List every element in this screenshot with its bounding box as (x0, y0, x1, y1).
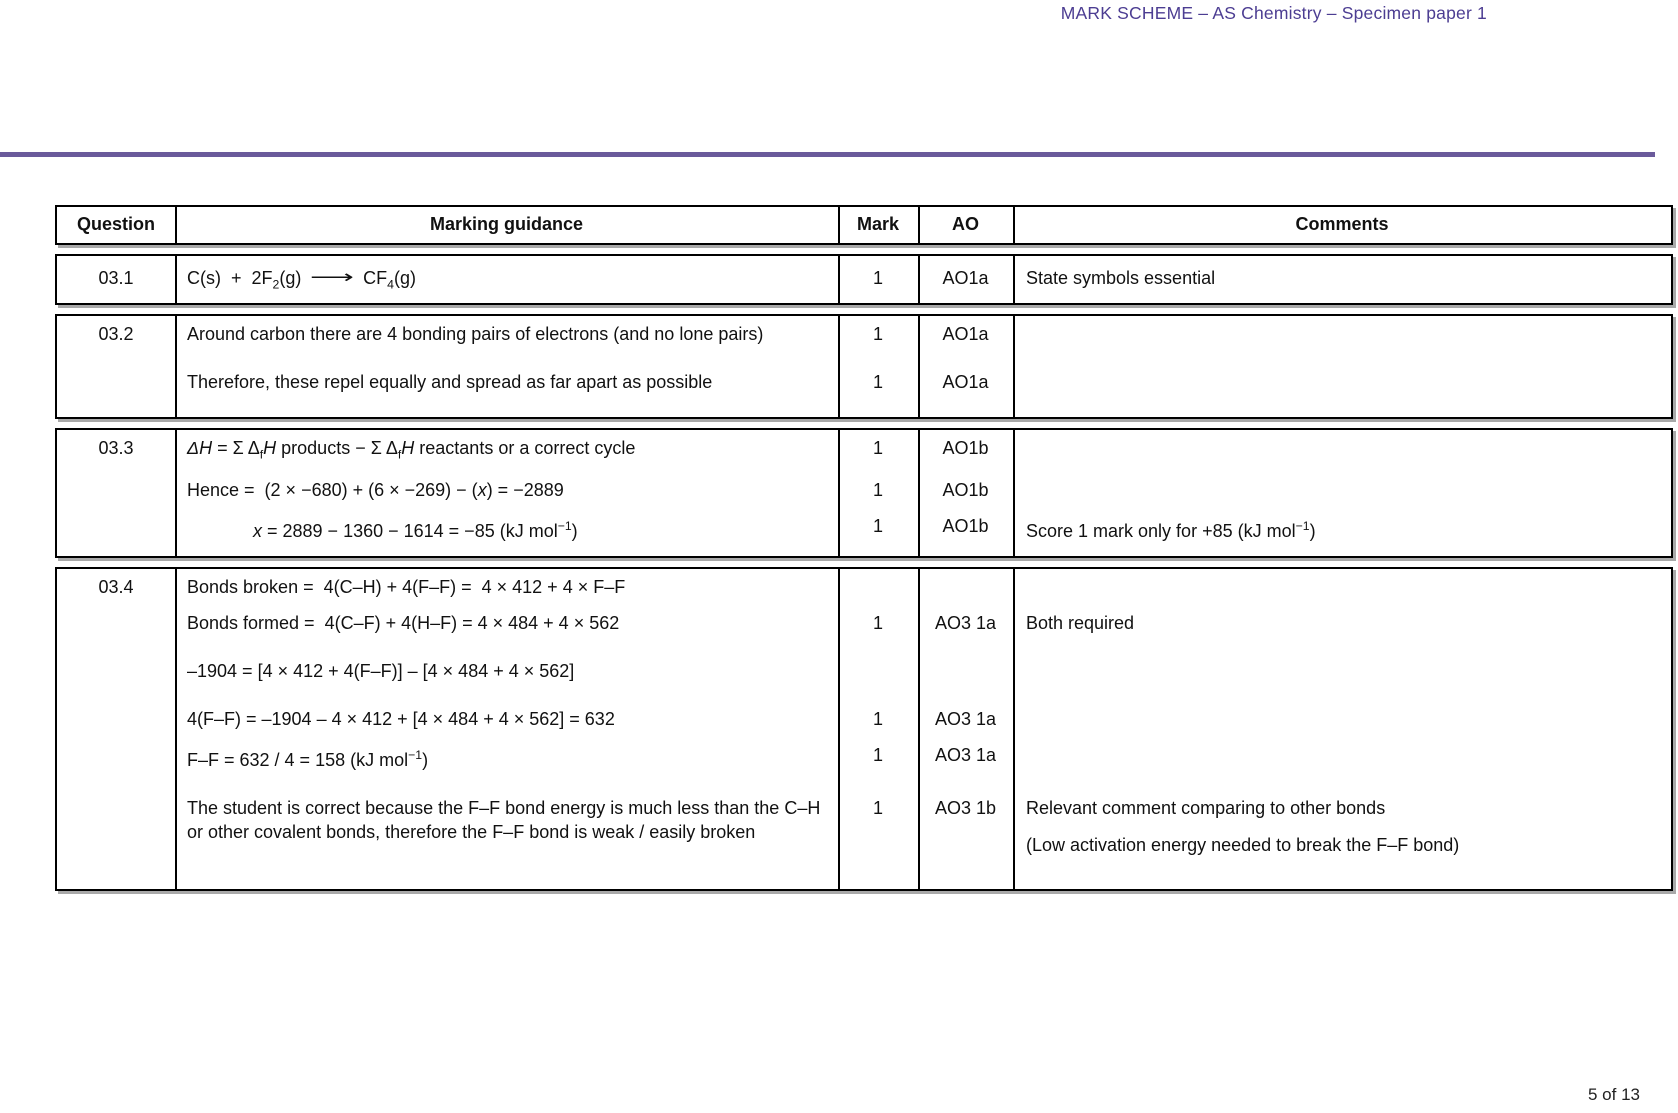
column-header-mark: Mark (856, 214, 900, 234)
page-number: 5 of 13 (1588, 1085, 1640, 1104)
guidance-text: F–F = 632 / 4 = 158 (kJ mol$^{-1}$) (187, 747, 429, 770)
column-divider (838, 256, 840, 303)
column-divider (838, 316, 840, 417)
question-number: 03.1 (98, 268, 134, 288)
comment-cell (1013, 689, 1671, 737)
ao-value (918, 569, 1013, 605)
column-divider (175, 256, 177, 303)
guidance-text: x = 2889 − 1360 − 1614 = −85 (kJ mol$^{-1}$) (253, 519, 578, 542)
mark-value (838, 569, 918, 605)
guidance-text: Therefore, these repel equally and spread as far apart as possible (187, 371, 713, 392)
ao-value: AO1a (942, 323, 989, 344)
column-divider (838, 569, 840, 889)
mark-value: 1 (872, 268, 883, 288)
mark-value: 1 (872, 371, 883, 392)
column-divider (1013, 316, 1015, 417)
mark-value (838, 641, 918, 689)
question-number: 03.2 (98, 323, 134, 344)
column-header-marking-guidance: Marking guidance (429, 214, 584, 234)
ao-value: AO1b (942, 480, 989, 501)
column-divider (918, 430, 920, 556)
ao-value: AO3 1a (934, 744, 997, 765)
comment-text: (Low activation energy needed to break the F–F bond) (1026, 834, 1460, 855)
mark-value: 1 (872, 323, 883, 344)
column-divider (1013, 256, 1015, 303)
mark-value: 1 (872, 437, 883, 458)
guidance-text: Hence = (2 × −680) + (6 × −269) − (x) = −2889 (187, 480, 564, 501)
column-divider (918, 316, 920, 417)
ao-value: AO1b (942, 516, 989, 537)
column-divider (175, 569, 177, 889)
mark-value: 1 (872, 516, 883, 537)
guidance-text: $C(s) + 2F_2(g)$ ⟶ $CF_4(g)$ (187, 267, 416, 292)
column-divider (918, 256, 920, 303)
question-row-03-1 (55, 254, 1673, 305)
comment-cell (1013, 778, 1671, 863)
comment-text: Both required (1026, 612, 1135, 633)
column-divider (1013, 207, 1015, 243)
ao-value: AO3 1a (934, 612, 997, 633)
question-row-03-2 (55, 314, 1673, 419)
guidance-text: Bonds broken = 4(C–H) + 4(F–F) = 4 × 412 + 4 × F–F (187, 576, 626, 597)
header-divider-rule (0, 152, 1655, 157)
ao-value: AO1a (942, 371, 989, 392)
column-divider (838, 207, 840, 243)
comment-cell (1013, 641, 1671, 689)
mark-value: 1 (872, 612, 883, 633)
column-divider (918, 569, 920, 889)
mark-value: 1 (872, 480, 883, 501)
question-row-03-3 (55, 428, 1673, 558)
mark-value: 1 (872, 744, 883, 765)
guidance-text: The student is correct because the F–F bond energy is much less than the C–H or other covalent bonds, therefore the F–F bond is weak / easily broken (187, 797, 821, 842)
ao-value: AO3 1b (934, 797, 997, 818)
guidance-text: ΔH = Σ $\Delta_fH$ products − Σ $\Delta_fH$ reactants or a correct cycle (187, 437, 636, 462)
column-divider (175, 207, 177, 243)
document-title: MARK SCHEME – AS Chemistry – Specimen paper 1 (1060, 3, 1487, 23)
table-header-row (55, 205, 1673, 245)
comment-cell (1013, 605, 1671, 641)
mark-scheme-table (55, 205, 1673, 900)
column-divider (1013, 569, 1015, 889)
column-header-question: Question (76, 214, 155, 234)
guidance-text: 4(F–F) = –1904 – 4 × 412 + [4 × 484 + 4 × 562] = 632 (187, 708, 615, 729)
ao-value (918, 641, 1013, 689)
mark-value: 1 (872, 708, 883, 729)
comment-cell (1013, 352, 1671, 400)
comment-cell (1013, 569, 1671, 605)
comment-text: Score 1 mark only for +85 (kJ mol$^{-1}$) (1026, 519, 1316, 542)
comment-cell (1013, 737, 1671, 778)
comment-cell (1013, 430, 1671, 473)
comment-text: State symbols essential (1026, 268, 1216, 288)
mark-value: 1 (872, 797, 883, 818)
ao-value: AO1b (942, 437, 989, 458)
question-number: 03.4 (98, 576, 134, 597)
ao-value: AO1a (942, 268, 989, 288)
column-divider (838, 430, 840, 556)
guidance-text: Bonds formed = 4(C–F) + 4(H–F) = 4 × 484 + 4 × 562 (187, 612, 620, 633)
comment-cell (1013, 508, 1671, 549)
comment-cell (1013, 472, 1671, 508)
guidance-text: –1904 = [4 × 412 + 4(F–F)] – [4 × 484 + 4 × 562] (187, 660, 575, 681)
column-divider (918, 207, 920, 243)
column-divider (175, 430, 177, 556)
column-header-ao: AO (952, 214, 979, 234)
guidance-text: Around carbon there are 4 bonding pairs of electrons (and no lone pairs) (187, 323, 764, 344)
comment-cell (1013, 256, 1671, 303)
question-number: 03.3 (98, 437, 134, 458)
column-divider (175, 316, 177, 417)
column-divider (1013, 430, 1015, 556)
comment-text: Relevant comment comparing to other bonds (1026, 797, 1386, 818)
question-row-03-4 (55, 567, 1673, 891)
column-header-comments: Comments (1295, 214, 1389, 234)
ao-value: AO3 1a (934, 708, 997, 729)
comment-cell (1013, 316, 1671, 352)
